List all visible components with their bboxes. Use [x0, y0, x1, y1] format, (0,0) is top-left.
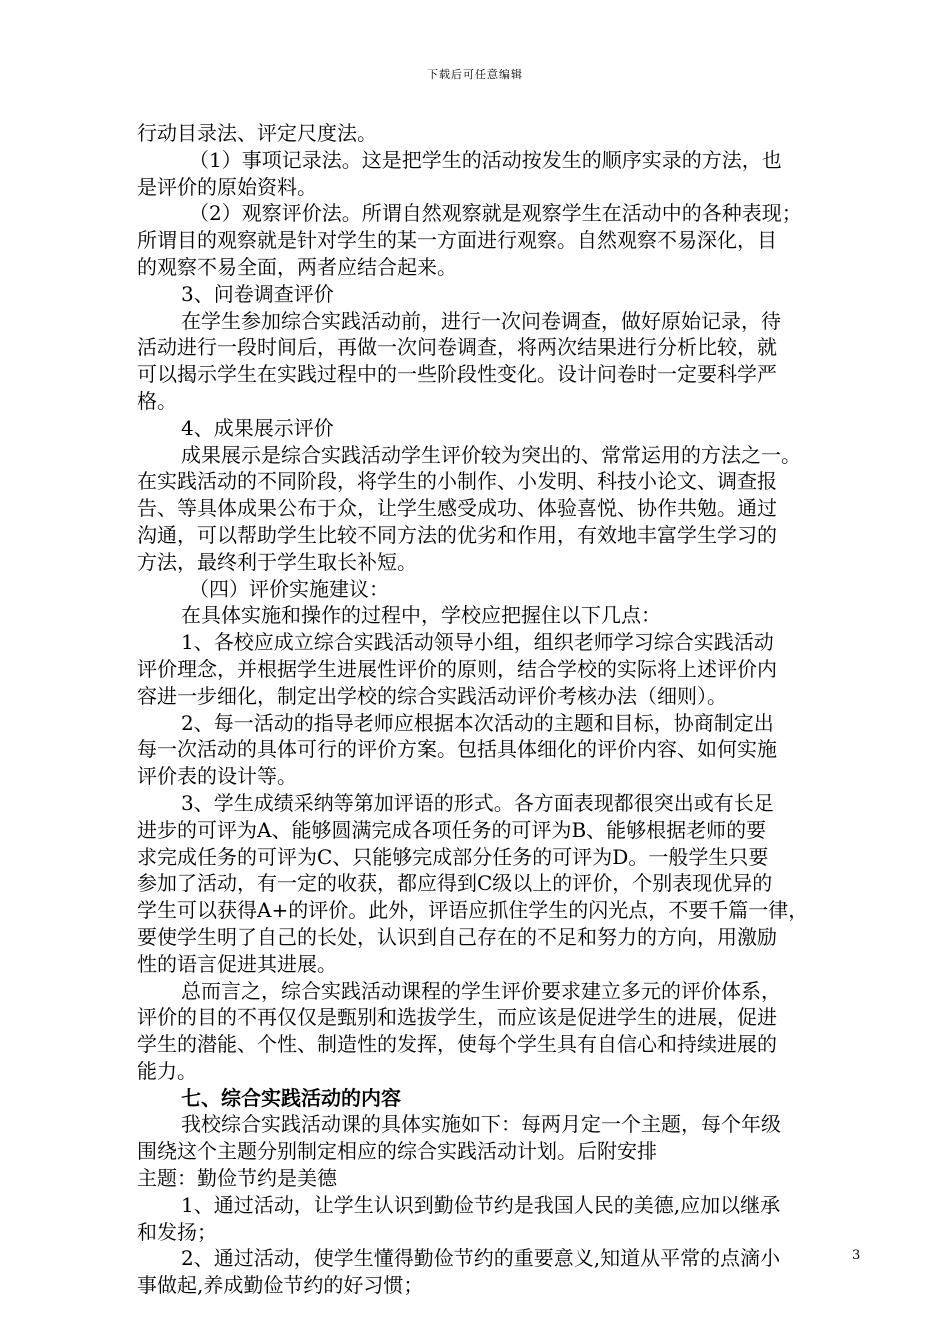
text-line: 进步的可评为A、能够圆满完成各项任务的可评为B、能够根据老师的要: [137, 817, 767, 842]
text-line: 评价理念，并根据学生进展性评价的原则，结合学校的实际将上述评价内: [137, 656, 777, 681]
text-line: 可以揭示学生在实践过程中的一些阶段性变化。设计问卷时一定要科学严: [137, 362, 777, 387]
text-line: 1、各校应成立综合实践活动领导小组，组织老师学习综合实践活动: [181, 630, 774, 655]
text-line: 性的语言促进其进展。: [137, 951, 337, 976]
text-line: 3、学生成绩采纳等第加评语的形式。各方面表现都很突出或有长足: [181, 790, 774, 815]
text-line: 的观察不易全面，两者应结合起来。: [137, 254, 457, 279]
text-line: 成果展示是综合实践活动学生评价较为突出的、常常运用的方法之一。: [181, 442, 801, 467]
text-line: 学生的潜能、个性、制造性的发挥，使每个学生具有自信心和持续进展的: [137, 1032, 777, 1057]
chapter-heading: 七、综合实践活动的内容: [181, 1085, 401, 1110]
text-line: 和发扬；: [137, 1219, 217, 1244]
text-line: 学生可以获得A+的评价。此外，评语应抓住学生的闪光点，不要千篇一律，: [137, 898, 809, 923]
text-line: 参加了活动，有一定的收获，都应得到C级以上的评价，个别表现优异的: [137, 871, 773, 896]
text-line: 围绕这个主题分别制定相应的综合实践活动计划。后附安排: [137, 1139, 657, 1164]
text-line: 在具体实施和操作的过程中，学校应把握住以下几点：: [181, 603, 661, 628]
section-heading: 3、问卷调查评价: [181, 281, 334, 306]
text-line: 所谓目的观察就是针对学生的某一方面进行观察。自然观察不易深化，目: [137, 228, 777, 253]
text-line: 沟通，可以帮助学生比较不同方法的优劣和作用，有效地丰富学生学习的: [137, 522, 777, 547]
text-line: 1、通过活动，让学生认识到勤俭节约是我国人民的美德,应加以继承: [181, 1192, 781, 1217]
text-line: 在实践活动的不同阶段，将学生的小制作、小发明、科技小论文、调查报: [137, 469, 777, 494]
document-body: [137, 120, 859, 1299]
text-line: 是评价的原始资料。: [137, 174, 317, 199]
text-line: 求完成任务的可评为C、只能够完成部分任务的可评为D。一般学生只要: [137, 844, 769, 869]
text-line: 行动目录法、评定尺度法。: [137, 121, 377, 145]
text-line: （2）观察评价法。所谓自然观察就是观察学生在活动中的各种表现；: [189, 201, 802, 226]
theme-line: 主题：勤俭节约是美德: [137, 1166, 337, 1191]
section-heading: 4、成果展示评价: [181, 415, 334, 440]
text-line: 方法，最终利于学生取长补短。: [137, 549, 417, 574]
page-number: 3: [852, 1248, 861, 1263]
section-heading: （四）评价实施建议：: [189, 576, 389, 601]
text-line: 告、等具体成果公布于众，让学生感受成功、体验喜悦、协作共勉。通过: [137, 496, 777, 521]
text-line: 格。: [137, 388, 177, 413]
text-line: 活动进行一段时间后，再做一次问卷调查，将两次结果进行分析比较，就: [137, 335, 777, 360]
text-line: 事做起,养成勤俭节约的好习惯；: [137, 1273, 424, 1298]
text-line: 2、通过活动，使学生懂得勤俭节约的重要意义,知道从平常的点滴小: [181, 1246, 781, 1271]
text-line: 在学生参加综合实践活动前，进行一次问卷调查，做好原始记录，待: [181, 308, 781, 333]
text-line: 要使学生明了自己的长处，认识到自己存在的不足和努力的方向，用激励: [137, 924, 777, 949]
header-note: 下载后可任意编辑: [427, 68, 523, 81]
text-line: 总而言之，综合实践活动课程的学生评价要求建立多元的评价体系，: [181, 978, 781, 1003]
text-line: 评价的目的不再仅仅是甄别和选拔学生，而应该是促进学生的进展，促进: [137, 1005, 777, 1030]
text-line: 我校综合实践活动课的具体实施如下：每两月定一个主题，每个年级: [181, 1112, 781, 1137]
text-line: 评价表的设计等。: [137, 764, 297, 789]
text-line: 容进一步细化，制定出学校的综合实践活动评价考核办法（细则）。: [137, 683, 727, 708]
text-line: （1）事项记录法。这是把学生的活动按发生的顺序实录的方法，也: [189, 147, 782, 172]
text-line: 能力。: [137, 1058, 197, 1083]
text-line: 每一次活动的具体可行的评价方案。包括具体细化的评价内容、如何实施: [137, 737, 777, 762]
text-line: 2、每一活动的指导老师应根据本次活动的主题和目标，协商制定出: [181, 710, 774, 735]
